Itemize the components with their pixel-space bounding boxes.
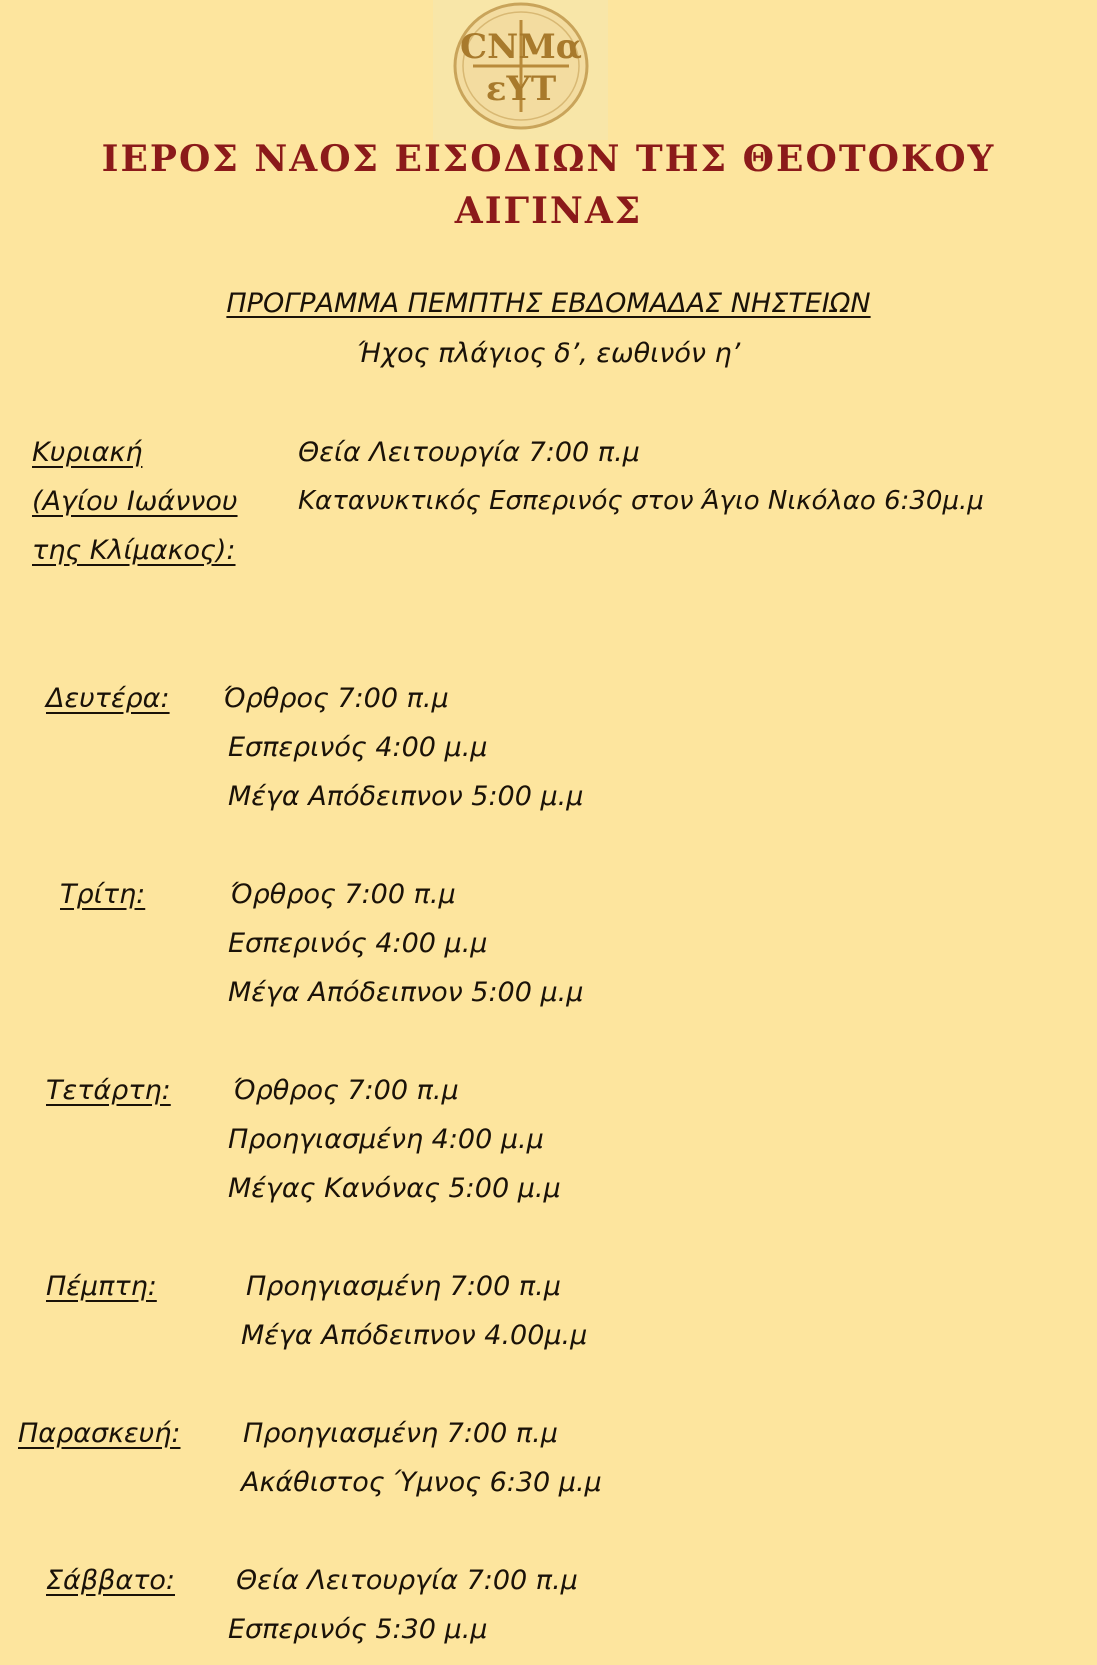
church-name: ΙΕΡΟΣ ΝΑΟΣ ΕΙΣΟΔΙΩΝ ΤΗΣ ΘΕΟΤΟΚΟΥ — [101, 138, 996, 180]
day-label-sunday-saint-1: (Αγίου Ιωάννου — [32, 486, 238, 517]
service-entry: Προηγιασμένη 4:00 μ.μ — [228, 1124, 544, 1155]
service-entry: Όρθρος 7:00 π.μ — [223, 683, 449, 714]
service-entry: Εσπερινός 5:30 μ.μ — [228, 1614, 488, 1645]
church-logo — [433, 0, 608, 140]
day-label-friday: Παρασκευή: — [18, 1418, 181, 1449]
service-entry: Όρθρος 7:00 π.μ — [230, 879, 456, 910]
page-subtitle: Ήχος πλάγιος δ’, εωθινόν η’ — [356, 338, 741, 369]
service-entry: Μέγα Απόδειπνον 4.00μ.μ — [241, 1320, 588, 1351]
service-entry: Προηγιασμένη 7:00 π.μ — [243, 1418, 558, 1449]
day-label-sunday: Κυριακή — [32, 437, 143, 468]
service-entry: Μέγας Κανόνας 5:00 μ.μ — [228, 1173, 561, 1204]
day-label-thursday: Πέμπτη: — [46, 1271, 157, 1302]
day-label-wednesday: Τετάρτη: — [46, 1075, 171, 1106]
day-label-saturday: Σάββατο: — [46, 1565, 175, 1596]
service-entry: Εσπερινός 4:00 μ.μ — [228, 732, 488, 763]
service-entry: Θεία Λειτουργία 7:00 π.μ — [236, 1565, 578, 1596]
service-entry: Θεία Λειτουργία 7:00 π.μ — [298, 437, 640, 468]
service-entry: Μέγα Απόδειπνον 5:00 μ.μ — [228, 977, 584, 1008]
page-title: ΠΡΟΓΡΑΜΜΑ ΠΕΜΠΤΗΣ ΕΒΔΟΜΑΔΑΣ ΝΗΣΤΕΙΩΝ — [226, 288, 871, 319]
service-entry: Ακάθιστος Ύμνος 6:30 μ.μ — [241, 1467, 602, 1498]
logo-text-top: CΝΜα — [460, 27, 582, 67]
service-entry: Προηγιασμένη 7:00 π.μ — [246, 1271, 561, 1302]
logo-text-bottom: εΥΤ — [485, 69, 557, 109]
service-entry: Όρθρος 7:00 π.μ — [233, 1075, 459, 1106]
monogram-seal-icon — [433, 0, 608, 140]
service-entry: Μέγα Απόδειπνον 5:00 μ.μ — [228, 781, 584, 812]
day-label-tuesday: Τρίτη: — [60, 879, 146, 910]
service-entry: Κατανυκτικός Εσπερινός στον Άγιο Νικόλαο 6:30μ.μ — [298, 486, 984, 516]
day-label-monday: Δευτέρα: — [46, 683, 170, 714]
church-place: ΑΙΓΙΝΑΣ — [454, 190, 643, 232]
day-label-sunday-saint-2: της Κλίμακος): — [32, 535, 236, 566]
service-entry: Εσπερινός 4:00 μ.μ — [228, 928, 488, 959]
